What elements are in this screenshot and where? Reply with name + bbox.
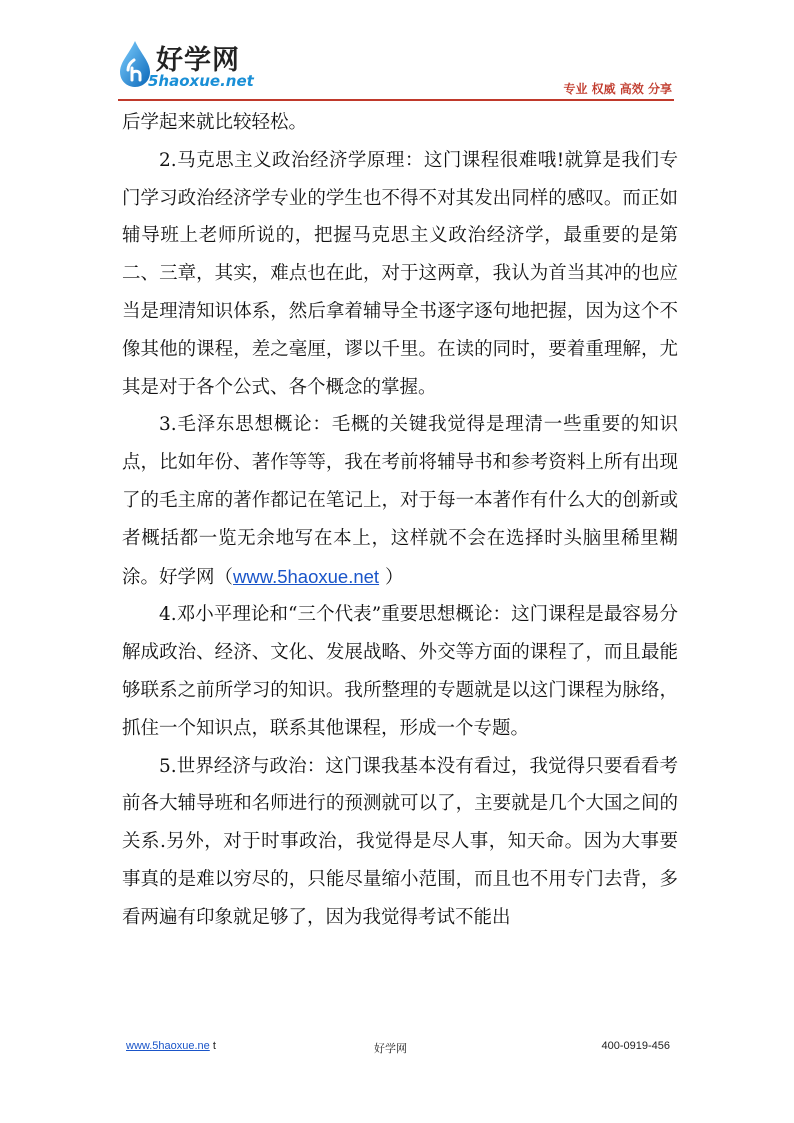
site-link[interactable]: www.5haoxue.net [233,565,380,587]
footer-phone: 400-0919-456 [601,1040,670,1052]
water-drop-icon [118,40,152,88]
page-footer [122,1040,670,1060]
paragraph-continuation: 后学起来就比较轻松。 [122,112,308,133]
footer-site-name: 好学网 [374,1042,407,1055]
paragraph-text-end: ） [379,566,404,588]
site-logo[interactable] [108,36,258,96]
header-divider [118,99,674,101]
logo-domain: 5haoxue.net [148,72,254,90]
document-body [122,104,678,937]
page-header [0,0,794,110]
paragraph-mao-thought [122,406,678,596]
footer-link[interactable]: www.5haoxue.ne [126,1040,210,1052]
header-tagline: 专业 权威 高效 分享 [563,82,672,96]
logo-name: 好学网 [156,45,240,76]
paragraph-world-economy: 5.世界经济与政治：这门课我基本没有看过，我觉得只要看看考前各大辅导班和名师进行的预测就可以了，主要就是几个大国之间的关系.另外，对于时事政治，我觉得是尽人事，知天命。因为大事要事真的是难以穷尽的，只能尽量缩小范围，而且也不用专门去背，多看两遍有印象就足够了，因为我觉得考试不能出 [122,755,678,928]
footer-website[interactable] [126,1040,216,1052]
paragraph-text: 3.毛泽东思想概论：毛概的关键我觉得是理清一些重要的知识点，比如年份、著作等等，我在考前将辅导书和参考资料上所有出现了的毛主席的著作都记在笔记上，对于每一本著作有什么大的创新或者概括都一览无余地写在本上，这样就不会在选择时头脑里稀里糊涂。好学网（ [122,414,678,588]
footer-link-tail: t [209,1040,216,1052]
paragraph-political-economy: 2.马克思主义政治经济学原理：这门课程很难哦!就算是我们专门学习政治经济学专业的学生也不得不对其发出同样的感叹。而正如辅导班上老师所说的，把握马克思主义政治经济学，最重要的是第二、三章，其实，难点也在此，对于这两章，我认为首当其冲的也应当是理清知识体系，然后拿着辅导全书逐字逐句地把握，因为这个不像其他的课程，差之毫厘，谬以千里。在读的同时，要着重理解，尤其是对于各个公式、各个概念的掌握。 [122,149,678,398]
paragraph-deng-theory: 4.邓小平理论和“三个代表”重要思想概论：这门课程是最容易分解成政治、经济、文化、发展战略、外交等方面的课程了，而且最能够联系之前所学习的知识。我所整理的专题就是以这门课程为脉络，抓住一个知识点，联系其他课程，形成一个专题。 [122,604,678,739]
